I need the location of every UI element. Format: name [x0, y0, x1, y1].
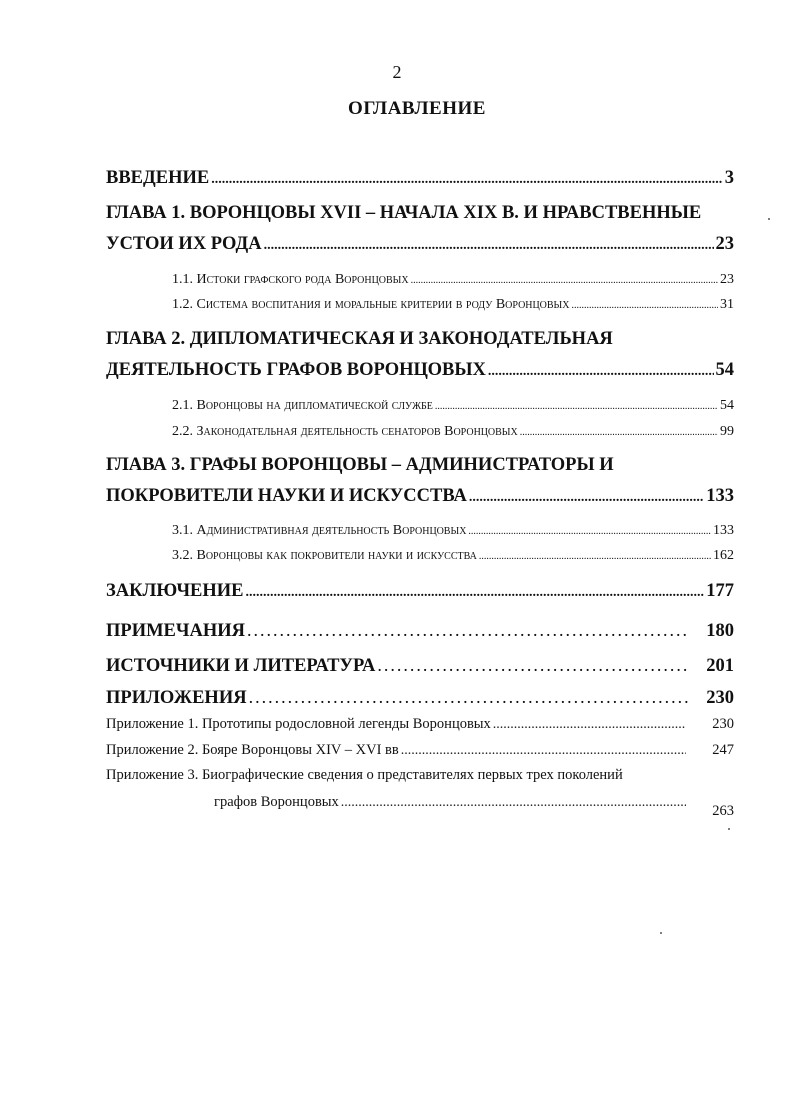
toc-section-page: 99: [720, 424, 734, 439]
dot-leader: [435, 401, 718, 412]
toc-entry-label: УСТОИ ИХ РОДА: [106, 234, 262, 254]
toc-entry-page: 54: [715, 360, 734, 380]
toc-chapter-2-heading[interactable]: ГЛАВА 2. ДИПЛОМАТИЧЕСКАЯ И ЗАКОНОДАТЕЛЬНАЯ: [106, 329, 613, 349]
toc-entry-appendices[interactable]: [106, 687, 734, 709]
page-title: ОГЛАВЛЕНИЕ: [348, 98, 486, 119]
dot-leader: [411, 275, 718, 286]
toc-entry-label: ЗАКЛЮЧЕНИЕ: [106, 581, 244, 601]
toc-section-label: 3.2. Воронцовы как покровители науки и искусства: [172, 548, 477, 563]
toc-chapter-1-heading[interactable]: ГЛАВА 1. ВОРОНЦОВЫ XVII – НАЧАЛА XIX В. И НРАВСТВЕННЫЕ: [106, 203, 702, 223]
toc-section-1-1[interactable]: [172, 272, 734, 288]
toc-entry-page: 23: [715, 234, 734, 254]
dot-leader: [571, 300, 718, 311]
toc-section-label: 2.2. Законодательная деятельность сенаторов Воронцовых: [172, 424, 518, 439]
dot-leader: [493, 717, 686, 733]
dot-leader: [520, 427, 718, 438]
toc-entry-page: 3: [724, 168, 734, 188]
toc-entry-chapter-3[interactable]: [106, 486, 734, 507]
toc-entry-label: ВВЕДЕНИЕ: [106, 168, 210, 188]
scan-speck: [728, 828, 730, 830]
toc-appendix-page: 230: [712, 716, 734, 732]
toc-appendix-1[interactable]: [106, 716, 734, 733]
toc-entry-label: ПРИЛОЖЕНИЯ: [106, 688, 247, 708]
page-number: 2: [392, 62, 402, 82]
toc-appendix-3[interactable]: [214, 794, 734, 819]
toc-section-page: 31: [720, 297, 734, 312]
toc-entry-label: ПРИМЕЧАНИЯ: [106, 621, 245, 641]
toc-section-page: 23: [720, 272, 734, 287]
toc-section-2-1[interactable]: [172, 398, 734, 414]
toc-appendix-page: 263: [712, 803, 734, 819]
toc-section-1-2[interactable]: [172, 297, 734, 313]
toc-entry-label: ПОКРОВИТЕЛИ НАУКИ И ИСКУССТВА: [106, 486, 467, 506]
toc-section-2-2[interactable]: [172, 424, 734, 440]
toc-entry-label: ДЕЯТЕЛЬНОСТЬ ГРАФОВ ВОРОНЦОВЫХ: [106, 360, 486, 380]
toc-section-page: 133: [713, 523, 734, 538]
dot-leader: [479, 551, 711, 562]
toc-section-page: 162: [713, 548, 734, 563]
toc-entry-conclusion[interactable]: [106, 581, 734, 602]
scan-speck: [660, 932, 662, 934]
toc-entry-page: 201: [706, 656, 734, 676]
toc-section-label: 1.2. Система воспитания и моральные критерии в роду Воронцовых: [172, 297, 570, 312]
toc-entry-sources[interactable]: [106, 655, 734, 677]
toc-appendix-2[interactable]: [106, 742, 734, 759]
toc-section-page: 54: [720, 398, 734, 413]
toc-section-label: 1.1. Истоки графского рода Воронцовых: [172, 272, 409, 287]
dot-leader: [468, 526, 711, 537]
toc-entry-label: ИСТОЧНИКИ И ЛИТЕРАТУРА: [106, 656, 376, 676]
toc-entry-page: 180: [706, 621, 734, 641]
toc-entry-page: 230: [706, 688, 734, 708]
dot-leader: [211, 172, 723, 188]
toc-appendix-3-heading[interactable]: Приложение 3. Биографические сведения о представителях первых трех поколений: [106, 767, 623, 783]
toc-entry-page: 177: [706, 581, 734, 601]
dot-leader: [249, 687, 690, 708]
toc-chapter-3-heading[interactable]: ГЛАВА 3. ГРАФЫ ВОРОНЦОВЫ – АДМИНИСТРАТОРЫ И: [106, 455, 614, 475]
toc-entry-notes[interactable]: [106, 620, 734, 642]
toc-entry-introduction[interactable]: [106, 168, 734, 189]
toc-section-label: 2.1. Воронцовы на дипломатической службе: [172, 398, 433, 413]
dot-leader: [246, 585, 705, 601]
scan-speck: [768, 218, 770, 220]
dot-leader: [401, 743, 686, 759]
toc-section-3-2[interactable]: [172, 548, 734, 564]
toc-section-label: 3.1. Административная деятельность Воронцовых: [172, 523, 467, 538]
toc-entry-page: 133: [706, 486, 734, 506]
toc-section-3-1[interactable]: [172, 523, 734, 539]
toc-appendix-label: Приложение 2. Бояре Воронцовы XIV – XVI вв: [106, 742, 399, 758]
toc-appendix-page: 247: [712, 742, 734, 758]
dot-leader: [377, 655, 690, 676]
dot-leader: [264, 238, 714, 254]
dot-leader: [247, 620, 690, 641]
dot-leader: [488, 364, 714, 380]
dot-leader: [469, 490, 704, 506]
dot-leader: [341, 795, 686, 811]
toc-entry-chapter-1[interactable]: [106, 234, 734, 255]
toc-appendix-label: графов Воронцовых: [214, 794, 339, 810]
toc-entry-chapter-2[interactable]: [106, 360, 734, 381]
toc-appendix-label: Приложение 1. Прототипы родословной легенды Воронцовых: [106, 716, 491, 732]
